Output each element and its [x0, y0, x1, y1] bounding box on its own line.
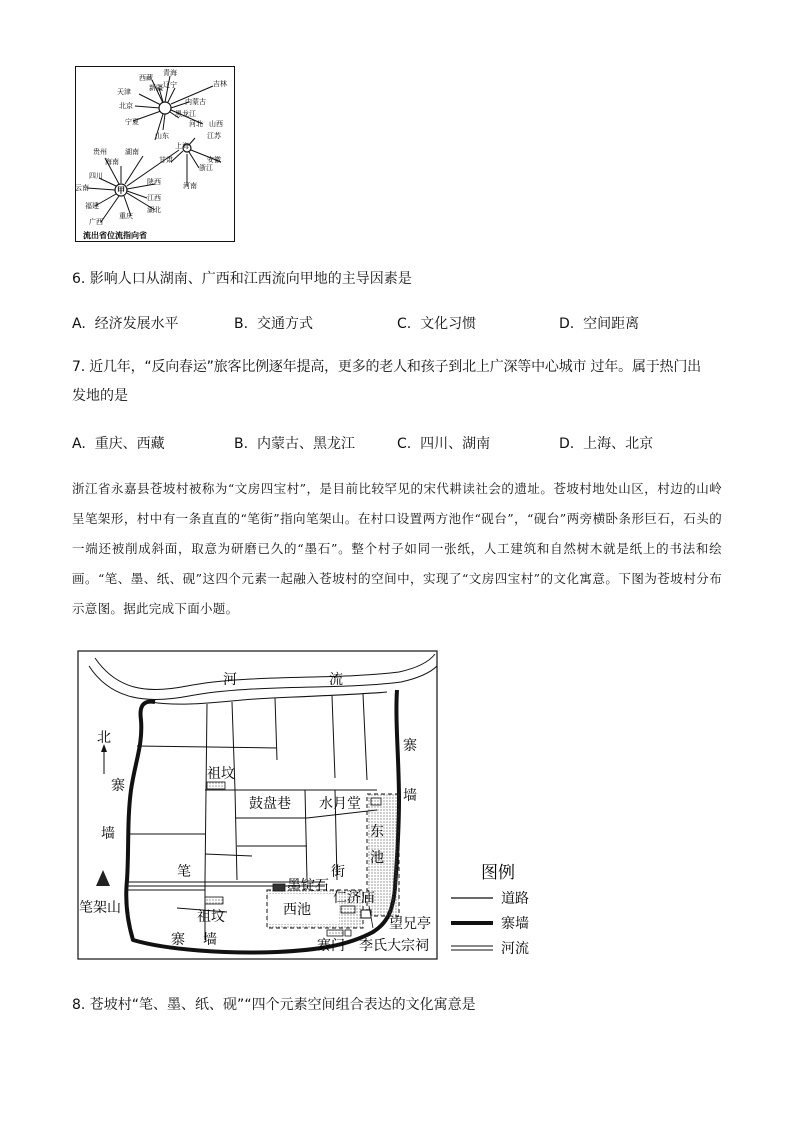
province-label: 江苏 — [207, 132, 221, 140]
ancestral-grave-2-mark — [205, 897, 223, 904]
zhai-wall-south-label-2: 墙 — [203, 932, 217, 948]
province-label: 青海 — [163, 69, 177, 77]
renji-temple-mark — [341, 906, 355, 913]
province-label: 陕西 — [147, 178, 161, 186]
option-text: 内蒙古、黑龙江 — [256, 436, 355, 452]
zhaimen-mark — [345, 930, 351, 936]
lishi-ancestral-hall-label: 李氏大宗祠 — [359, 938, 429, 954]
province-label: 山西 — [209, 120, 223, 128]
province-label: 云南 — [75, 184, 89, 192]
east-pond-label-2: 池 — [370, 850, 384, 866]
province-label: 江西 — [147, 194, 161, 202]
province-label: 吉林 — [213, 80, 227, 88]
option-letter: B. — [234, 316, 249, 332]
option-letter: C. — [397, 436, 412, 452]
wangxiong-pavilion-mark — [361, 910, 371, 918]
q7-option-c[interactable] — [397, 433, 490, 453]
province-label: 河南 — [183, 182, 197, 190]
legend-title: 图例 — [481, 863, 515, 883]
north-label: 北 — [97, 730, 111, 746]
q7-option-d[interactable] — [559, 433, 653, 453]
province-label: 山东 — [155, 132, 169, 140]
province-label: 上海 — [175, 142, 189, 150]
shuiyuetang-mark — [371, 798, 381, 805]
option-letter: D. — [559, 316, 575, 332]
q7-option-b[interactable] — [234, 433, 355, 453]
province-label: 浙江 — [199, 164, 213, 172]
province-label: 甘肃 — [159, 156, 173, 164]
province-label: 安徽 — [207, 156, 221, 164]
province-label: 贵州 — [93, 148, 107, 156]
wangxiong-pavilion-label: 望兄亭 — [389, 916, 431, 932]
shuiyuetang-label: 水月堂 — [319, 796, 361, 812]
province-label: 北京 — [119, 102, 133, 110]
province-label: 福建 — [85, 202, 99, 210]
option-text: 交通方式 — [256, 316, 313, 332]
ancestral-grave-1-mark — [207, 782, 225, 789]
option-text: 上海、北京 — [583, 436, 654, 452]
option-letter: B. — [234, 436, 249, 452]
legend-wall-label: 寨墙 — [501, 916, 529, 932]
bi-street-label-1: 笔 — [177, 864, 191, 880]
reading-passage: 浙江省永嘉县苍坡村被称为“文房四宝村”，是目前比较罕见的宋代耕读社会的遗址。苍坡村地处山区，村边的山岭呈笔架形，村中有一条直直的“笔街”指向笔架山。在村口设置两方池作“砚台”，“砚台”两旁横卧条形巨石，石头的一端还被削成斜面，取意为研磨已久的“墨石”。整个村子如同一张纸，人工建筑和自然树木就是纸上的书法和绘画。“笔、墨、纸、砚”这四个元素一起融入苍坡村的空间中，实现了“文房四宝村”的文化寓意。下图为苍坡村分布示意图。据此完成下面小题。 — [72, 481, 722, 616]
option-text: 四川、湖南 — [420, 436, 491, 452]
province-label: 天津 — [117, 88, 131, 96]
province-label: 内蒙古 — [185, 98, 206, 106]
question-8-stem: 8. 苍坡村“笔、墨、纸、砚”“四个元素空间组合表达的文化寓意是 — [72, 997, 476, 1013]
zhai-wall-east-label-1: 寨 — [403, 738, 417, 754]
zhai-wall-south-label-1: 寨 — [171, 932, 185, 948]
option-letter: A. — [72, 436, 86, 452]
cangpo-village-map — [77, 650, 537, 962]
hub-jia-label: 甲 — [117, 186, 125, 195]
option-text: 重庆、西藏 — [94, 436, 165, 452]
province-label: 重庆 — [119, 212, 133, 220]
q6-option-c[interactable] — [397, 313, 476, 333]
ancestral-grave-2-label: 祖坟 — [197, 909, 225, 925]
q7-option-a[interactable] — [72, 433, 165, 453]
moding-stone-label: 墨锭石 — [287, 878, 329, 894]
question-7-stem-line2: 发地的是 — [72, 388, 128, 404]
zhaimen-label: 寨门 — [317, 938, 345, 954]
province-label: 广西 — [89, 218, 103, 226]
q6-option-d[interactable] — [559, 313, 639, 333]
map-legend — [451, 863, 529, 957]
option-text: 文化习惯 — [420, 316, 477, 332]
province-label: 辽宁 — [163, 81, 177, 89]
population-flow-diagram — [75, 66, 235, 242]
q6-option-b[interactable] — [234, 313, 313, 333]
province-label: 海南 — [105, 158, 119, 166]
legend-road-label: 道路 — [501, 891, 529, 907]
province-label: 四川 — [89, 172, 103, 180]
hub-beijing-node — [159, 102, 171, 114]
zhai-wall-west-label-2: 墙 — [101, 826, 115, 842]
province-label: 西藏 — [139, 74, 153, 82]
bi-street-label-2: 街 — [331, 864, 345, 880]
province-label: 河北 — [189, 120, 203, 128]
question-7-stem-line1: 7. 近几年，“反向春运”旅客比例逐年提高，更多的老人和孩子到北上广深等中心城市 过年。属于热门出 — [72, 359, 701, 375]
province-label: 湖南 — [125, 148, 139, 156]
west-pond-label: 西池 — [283, 902, 311, 918]
river-label-1: 河 — [223, 672, 237, 688]
ancestral-grave-1-label: 祖坟 — [207, 766, 235, 782]
renji-temple-label: 仁济庙 — [333, 890, 375, 906]
legend-river-label: 河流 — [501, 941, 529, 957]
question-6-stem: 6. 影响人口从湖南、广西和江西流向甲地的主导因素是 — [72, 271, 412, 287]
province-label: 黑龙江 — [175, 110, 196, 118]
q6-option-a[interactable] — [72, 313, 179, 333]
option-letter: C. — [397, 316, 412, 332]
east-pond-label-1: 东 — [370, 824, 384, 840]
province-label: 湖北 — [147, 206, 161, 214]
moding-stone-mark — [273, 884, 285, 891]
zhai-wall-east-label-2: 墙 — [403, 788, 417, 804]
option-text: 经济发展水平 — [94, 316, 179, 332]
province-label: 新疆 — [149, 84, 163, 92]
bijia-mountain-label: 笔架山 — [79, 900, 121, 916]
province-label: 宁夏 — [125, 118, 139, 126]
flow-map-caption: 流出省位流指向省 — [83, 231, 147, 240]
zhai-wall-west-label-1: 寨 — [111, 778, 125, 794]
option-letter: D. — [559, 436, 575, 452]
option-text: 空间距离 — [583, 316, 640, 332]
option-letter: A. — [72, 316, 86, 332]
river-label-2: 流 — [329, 672, 343, 688]
gupan-lane-label: 鼓盘巷 — [249, 796, 291, 812]
lishi-ancestral-hall-mark — [327, 930, 343, 936]
